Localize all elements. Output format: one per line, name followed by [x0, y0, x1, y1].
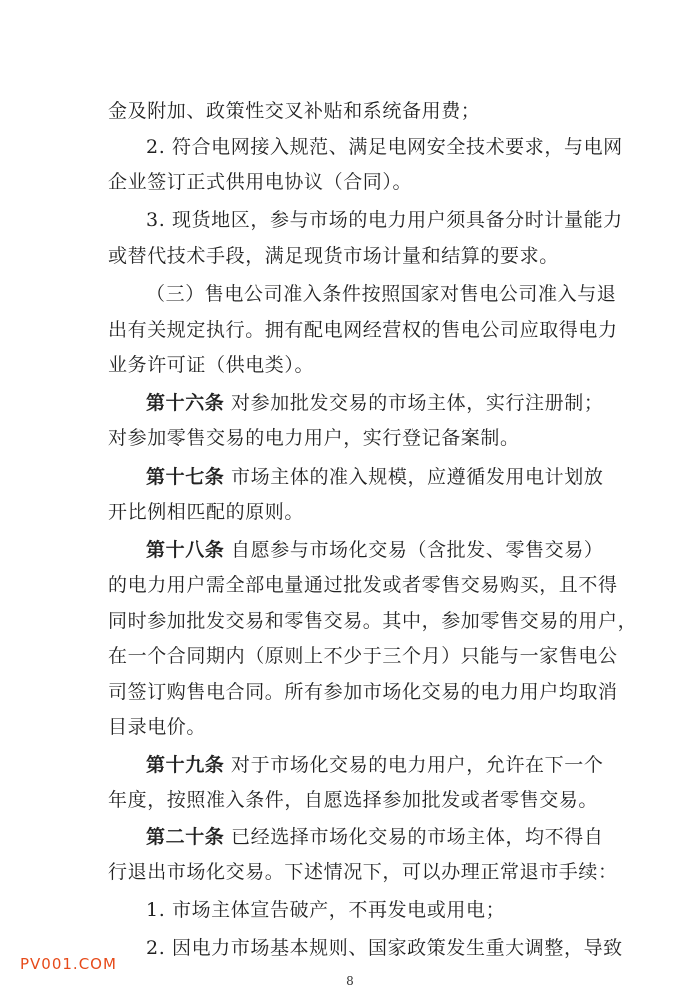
article-heading: 第十八条 — [146, 539, 225, 561]
text-span: 已经选择市场化交易的市场主体，均不得自 — [231, 826, 604, 848]
article-heading: 第二十条 — [146, 826, 225, 848]
text-span: 市场主体的准入规模，应遵循发用电计划放 — [231, 466, 604, 488]
text-line: 对参加零售交易的电力用户，实行登记备案制。 — [108, 427, 520, 449]
text-line: 2. 符合电网接入规范、满足电网安全技术要求，与电网 — [146, 136, 623, 158]
watermark: PV001.COM — [20, 955, 117, 973]
text-line: 开比例相匹配的原则。 — [108, 501, 305, 523]
text-line: 2. 因电力市场基本规则、国家政策发生重大调整，导致 — [146, 937, 623, 959]
text-line: （三）售电公司准入条件按照国家对售电公司准入与退 — [146, 283, 617, 305]
text-line: 1. 市场主体宣告破产，不再发电或用电； — [146, 899, 506, 921]
text-span: 自愿参与市场化交易（含批发、零售交易） — [231, 539, 604, 561]
text-span: 对于市场化交易的电力用户，允许在下一个 — [231, 754, 604, 776]
text-line: 企业签订正式供用电协议（合同）。 — [108, 171, 413, 193]
article-heading: 第十七条 — [146, 466, 225, 488]
text-line: 同时参加批发交易和零售交易。其中，参加零售交易的用户， — [108, 610, 638, 632]
text-line: 业务许可证（供电类）。 — [108, 354, 315, 376]
article-line — [146, 537, 632, 563]
article-line — [146, 464, 632, 490]
text-line: 3. 现货地区，参与市场的电力用户须具备分时计量能力 — [146, 209, 623, 231]
text-line: 目录电价。 — [108, 716, 207, 738]
text-line: 出有关规定执行。拥有配电网经营权的售电公司应取得电力 — [108, 319, 618, 341]
text-line: 行退出市场化交易。下述情况下，可以办理正常退市手续： — [108, 861, 618, 883]
text-line: 金及附加、政策性交叉补贴和系统备用费； — [108, 100, 481, 122]
article-line — [146, 390, 632, 416]
text-span: 对参加批发交易的市场主体，实行注册制； — [231, 392, 604, 414]
text-line: 司签订购售电合同。所有参加市场化交易的电力用户均取消 — [108, 681, 618, 703]
page-number: 8 — [346, 974, 354, 988]
text-line: 或替代技术手段，满足现货市场计量和结算的要求。 — [108, 245, 559, 267]
text-line: 在一个合同期内（原则上不少于三个月）只能与一家售电公 — [108, 645, 618, 667]
text-line: 年度，按照准入条件，自愿选择参加批发或者零售交易。 — [108, 789, 599, 811]
text-line: 的电力用户需全部电量通过批发或者零售交易购买，且不得 — [108, 574, 618, 596]
article-line — [146, 824, 632, 850]
article-heading: 第十九条 — [146, 754, 225, 776]
article-heading: 第十六条 — [146, 392, 225, 414]
article-line — [146, 752, 632, 778]
